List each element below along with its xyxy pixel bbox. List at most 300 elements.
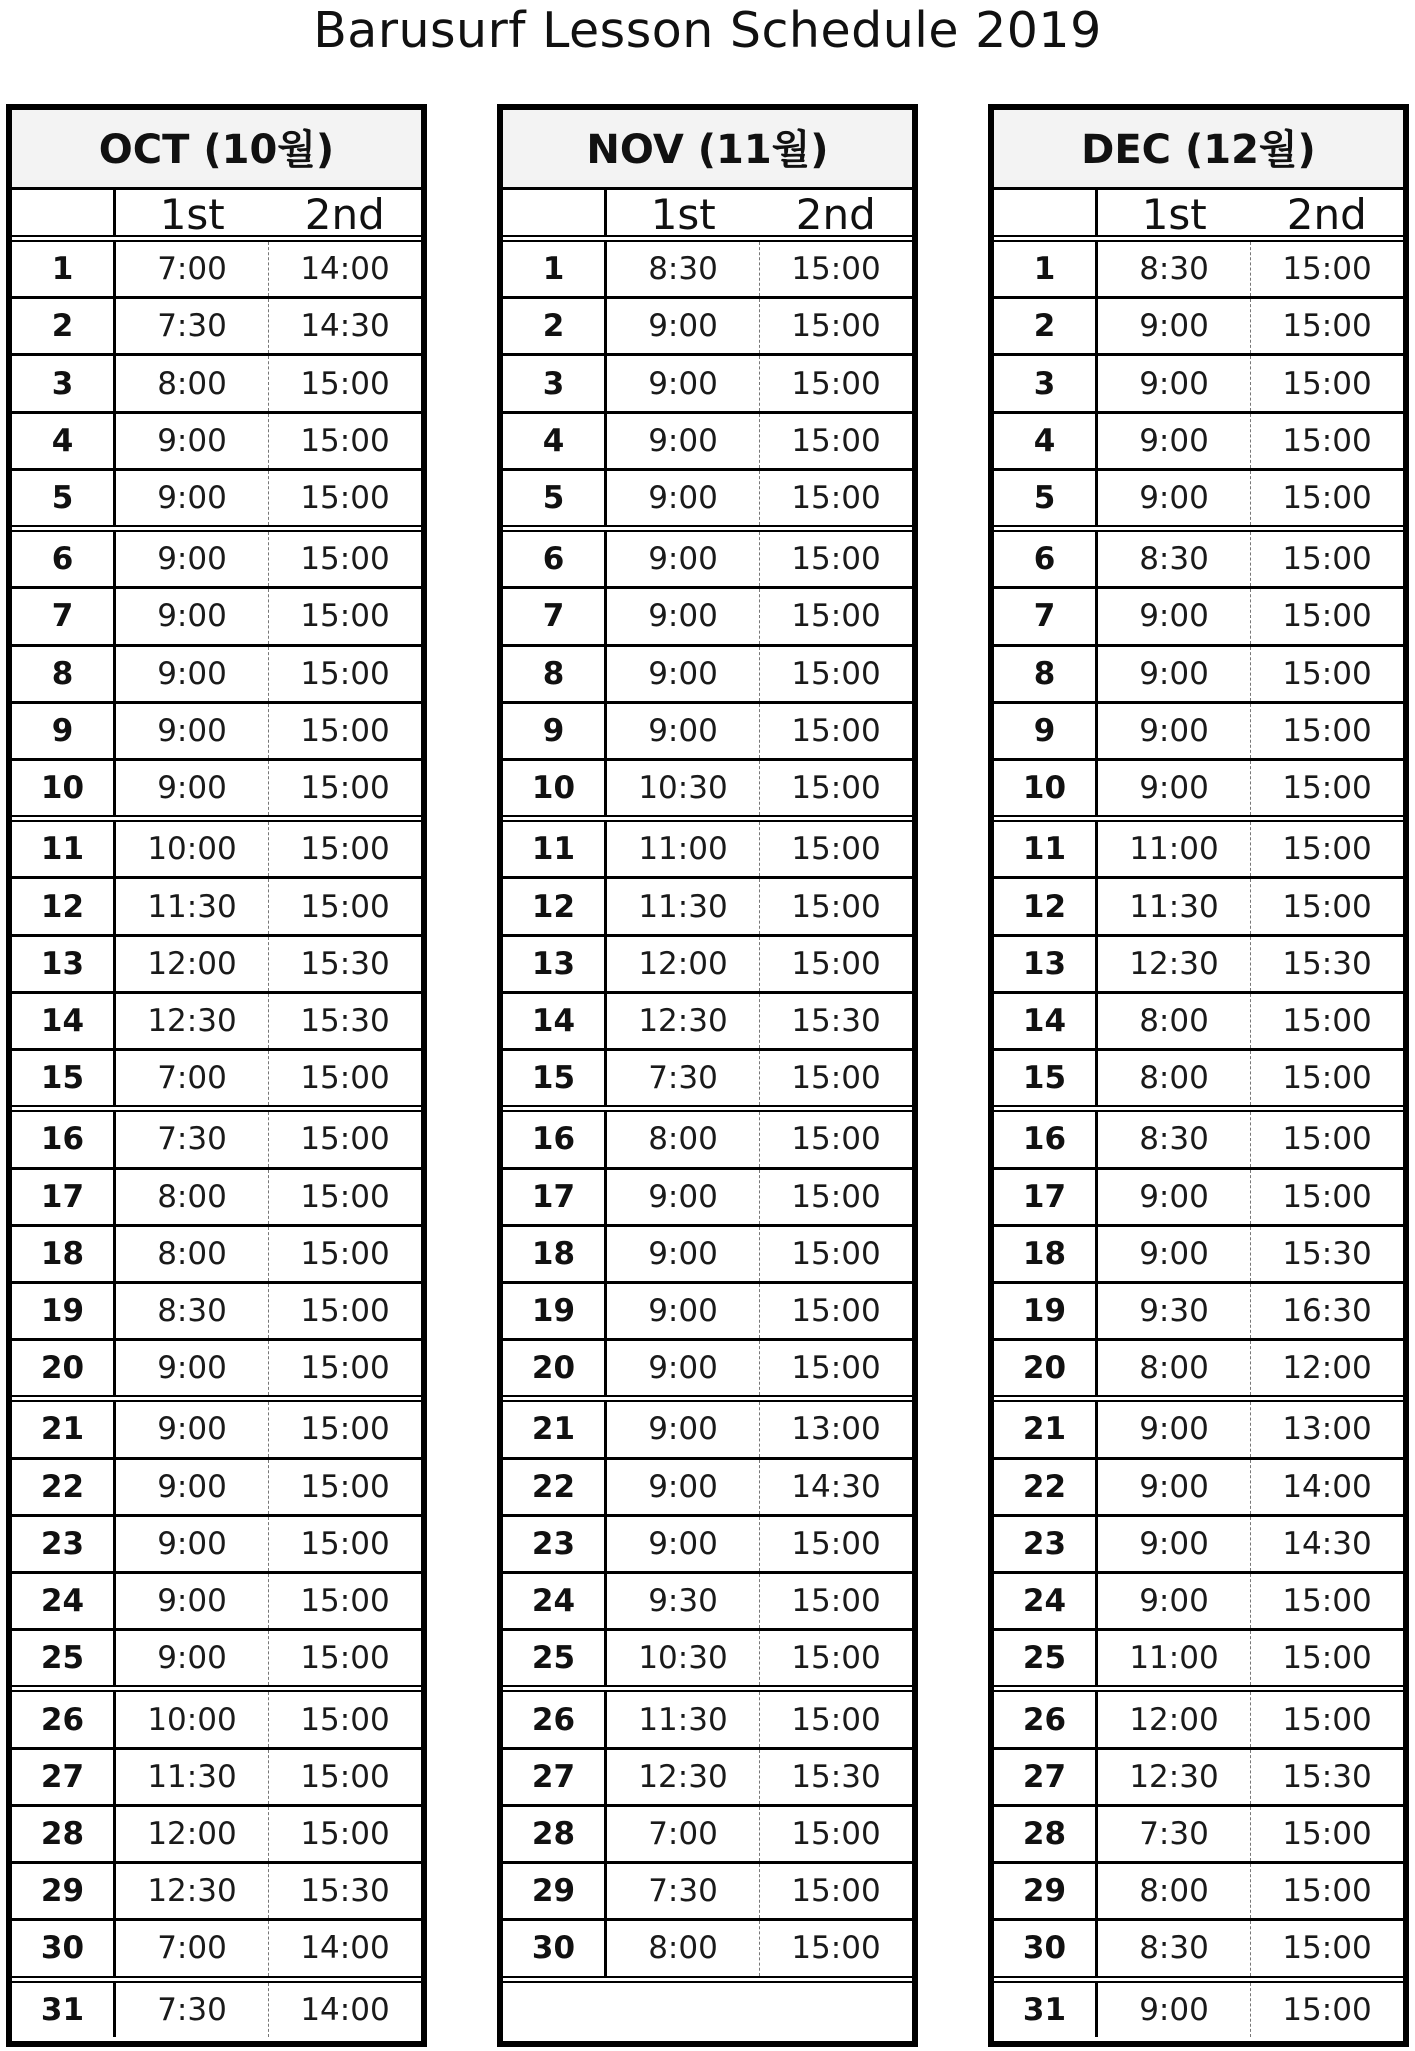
day-cell: 3 (12, 356, 116, 410)
day-cell: 20 (503, 1341, 607, 1395)
day-column-header (994, 190, 1098, 235)
schedule-row (503, 1341, 912, 1402)
day-cell: 11 (12, 822, 116, 876)
first-lesson-time: 9:30 (1098, 1284, 1251, 1338)
schedule-row (503, 1460, 912, 1517)
second-lesson-time: 15:00 (791, 1060, 881, 1097)
first-lesson-time: 9:00 (1098, 471, 1251, 525)
day-cell: 22 (994, 1460, 1098, 1514)
first-lesson-time: 9:00 (607, 647, 760, 701)
day-cell: 3 (994, 356, 1098, 410)
schedule-row (994, 1574, 1403, 1631)
column-header-row (12, 190, 421, 242)
first-lesson-time: 9:00 (1098, 356, 1251, 410)
day-cell: 12 (503, 879, 607, 933)
day-cell: 25 (12, 1631, 116, 1685)
day-cell: 18 (12, 1227, 116, 1281)
first-lesson-time: 7:30 (607, 1864, 760, 1918)
second-lesson-time: 15:00 (791, 1930, 881, 1967)
second-lesson-time: 15:00 (1282, 1701, 1372, 1738)
day-cell: 23 (503, 1517, 607, 1571)
first-lesson-header: 1st (159, 190, 225, 239)
first-lesson-time (607, 1983, 760, 2037)
schedule-row (12, 1921, 421, 1982)
second-lesson-time: 15:00 (791, 831, 881, 868)
first-lesson-time: 9:00 (607, 1402, 760, 1456)
first-lesson-time: 9:00 (607, 414, 760, 468)
day-cell: 3 (503, 356, 607, 410)
second-lesson-time: 15:00 (300, 655, 390, 692)
day-cell: 20 (994, 1341, 1098, 1395)
column-header-row (994, 190, 1403, 242)
first-lesson-time: 11:00 (607, 822, 760, 876)
day-cell: 4 (503, 414, 607, 468)
day-cell: 6 (503, 532, 607, 586)
first-lesson-time: 9:00 (116, 1631, 269, 1685)
schedule-row (12, 704, 421, 761)
schedule-row (503, 1051, 912, 1112)
column-header-row (503, 190, 912, 242)
first-lesson-time: 7:30 (116, 299, 269, 353)
day-cell: 19 (503, 1284, 607, 1338)
first-lesson-time: 9:00 (1098, 761, 1251, 815)
first-lesson-time: 9:00 (116, 1574, 269, 1628)
first-lesson-time: 11:30 (607, 879, 760, 933)
schedule-row (994, 761, 1403, 822)
schedule-row (994, 1112, 1403, 1169)
first-lesson-time: 11:30 (116, 879, 269, 933)
second-lesson-time: 15:00 (300, 712, 390, 749)
schedule-row (503, 1170, 912, 1227)
schedule-row (994, 471, 1403, 532)
schedule-row (994, 1402, 1403, 1459)
day-cell: 15 (994, 1051, 1098, 1105)
schedule-row (12, 1692, 421, 1749)
second-lesson-time: 15:00 (791, 888, 881, 925)
day-cell: 9 (503, 704, 607, 758)
schedule-row (12, 1574, 421, 1631)
schedule-row (12, 1051, 421, 1112)
day-cell: 8 (994, 647, 1098, 701)
second-lesson-time: 15:00 (791, 655, 881, 692)
day-column-header (503, 190, 607, 235)
second-lesson-time: 15:00 (300, 1468, 390, 1505)
first-lesson-time: 9:00 (1098, 299, 1251, 353)
schedule-row (994, 1807, 1403, 1864)
second-lesson-time: 15:00 (791, 945, 881, 982)
second-lesson-time: 15:30 (1282, 1758, 1372, 1795)
day-cell: 25 (503, 1631, 607, 1685)
schedule-row (503, 1574, 912, 1631)
day-cell: 9 (994, 704, 1098, 758)
schedule-row (12, 589, 421, 646)
first-lesson-time: 8:00 (116, 1227, 269, 1281)
first-lesson-time: 9:00 (1098, 704, 1251, 758)
first-lesson-time: 8:00 (607, 1112, 760, 1166)
schedule-row (994, 356, 1403, 413)
second-lesson-time: 15:00 (791, 1350, 881, 1387)
day-cell: 6 (994, 532, 1098, 586)
second-lesson-time: 14:00 (300, 1991, 390, 2028)
first-lesson-time: 8:30 (1098, 1112, 1251, 1166)
schedule-row (503, 1692, 912, 1749)
first-lesson-time: 12:00 (116, 937, 269, 991)
first-lesson-time: 11:00 (1098, 1631, 1251, 1685)
first-lesson-time: 7:30 (116, 1983, 269, 2037)
second-lesson-time: 15:00 (1282, 541, 1372, 578)
day-cell: 21 (994, 1402, 1098, 1456)
day-cell: 12 (994, 879, 1098, 933)
schedule-row (503, 299, 912, 356)
day-cell: 27 (503, 1750, 607, 1804)
first-lesson-time: 11:30 (607, 1692, 760, 1746)
schedule-row (12, 1807, 421, 1864)
schedule-row (12, 1112, 421, 1169)
day-cell: 4 (12, 414, 116, 468)
schedule-row (12, 1631, 421, 1692)
schedule-row (503, 1864, 912, 1921)
second-lesson-time: 15:00 (791, 1235, 881, 1272)
second-lesson-time: 15:00 (791, 1178, 881, 1215)
day-cell: 11 (994, 822, 1098, 876)
first-lesson-time: 8:30 (607, 242, 760, 296)
first-lesson-time: 12:00 (607, 937, 760, 991)
schedule-row (12, 532, 421, 589)
second-lesson-header: 2nd (1286, 190, 1367, 239)
first-lesson-time: 8:00 (1098, 1051, 1251, 1105)
schedule-row (503, 1631, 912, 1692)
second-lesson-time: 14:00 (300, 251, 390, 288)
schedule-row (994, 589, 1403, 646)
day-cell: 10 (994, 761, 1098, 815)
schedule-row (994, 1341, 1403, 1402)
second-lesson-time (760, 1983, 913, 2037)
day-cell: 15 (12, 1051, 116, 1105)
day-cell: 17 (12, 1170, 116, 1224)
schedule-row (994, 937, 1403, 994)
day-cell: 2 (503, 299, 607, 353)
second-lesson-time: 15:00 (791, 1583, 881, 1620)
day-cell: 7 (994, 589, 1098, 643)
schedule-row (994, 647, 1403, 704)
first-lesson-time: 9:00 (116, 761, 269, 815)
first-lesson-time: 8:30 (1098, 532, 1251, 586)
schedule-row (12, 1517, 421, 1574)
day-cell: 28 (994, 1807, 1098, 1861)
day-cell: 26 (994, 1692, 1098, 1746)
second-lesson-time: 15:00 (791, 422, 881, 459)
second-lesson-time: 15:00 (791, 251, 881, 288)
second-lesson-time: 15:00 (1282, 365, 1372, 402)
schedule-row (12, 1284, 421, 1341)
month-table-oct (6, 104, 427, 2047)
day-cell: 24 (503, 1574, 607, 1628)
second-lesson-time: 15:00 (791, 308, 881, 345)
schedule-row (12, 1341, 421, 1402)
day-cell: 18 (503, 1227, 607, 1281)
schedule-row (994, 1460, 1403, 1517)
schedule-row (12, 1750, 421, 1807)
first-lesson-time: 8:00 (607, 1921, 760, 1975)
schedule-row (12, 1460, 421, 1517)
schedule-row (12, 994, 421, 1051)
day-cell: 2 (994, 299, 1098, 353)
first-lesson-time: 11:30 (116, 1750, 269, 1804)
first-lesson-time: 9:00 (116, 1341, 269, 1395)
schedule-row (503, 704, 912, 761)
schedule-row (503, 1284, 912, 1341)
first-lesson-time: 8:00 (1098, 1864, 1251, 1918)
schedule-row (503, 1807, 912, 1864)
schedule-row (503, 1402, 912, 1459)
second-lesson-time: 14:30 (791, 1468, 881, 1505)
month-header: DEC (12월) (994, 110, 1403, 190)
day-column-header (12, 190, 116, 235)
first-lesson-time: 9:30 (607, 1574, 760, 1628)
schedule-row (503, 356, 912, 413)
first-lesson-time: 9:00 (116, 532, 269, 586)
first-lesson-time: 12:30 (116, 994, 269, 1048)
second-lesson-time: 15:00 (300, 1701, 390, 1738)
day-cell: 6 (12, 532, 116, 586)
second-lesson-time: 14:00 (300, 1930, 390, 1967)
day-cell: 29 (994, 1864, 1098, 1918)
first-lesson-time: 9:00 (607, 1170, 760, 1224)
day-cell: 12 (12, 879, 116, 933)
schedule-row (12, 356, 421, 413)
month-header: NOV (11월) (503, 110, 912, 190)
second-lesson-time: 15:30 (1282, 1235, 1372, 1272)
page-title: Barusurf Lesson Schedule 2019 (313, 2, 1102, 59)
schedule-row (503, 647, 912, 704)
second-lesson-header: 2nd (795, 190, 876, 239)
second-lesson-time: 15:00 (791, 1525, 881, 1562)
first-lesson-time: 9:00 (607, 356, 760, 410)
schedule-row (994, 1631, 1403, 1692)
first-lesson-time: 9:00 (116, 1402, 269, 1456)
second-lesson-time: 15:00 (1282, 1178, 1372, 1215)
day-cell: 23 (12, 1517, 116, 1571)
schedule-row (12, 242, 421, 299)
day-cell: 18 (994, 1227, 1098, 1281)
schedule-row (503, 879, 912, 936)
schedule-row (994, 994, 1403, 1051)
schedule-row (994, 1284, 1403, 1341)
schedule-row (503, 1921, 912, 1982)
day-cell: 15 (503, 1051, 607, 1105)
day-cell: 21 (12, 1402, 116, 1456)
day-cell: 25 (994, 1631, 1098, 1685)
day-cell: 30 (12, 1921, 116, 1975)
first-lesson-time: 12:30 (607, 994, 760, 1048)
day-cell: 8 (503, 647, 607, 701)
first-lesson-time: 8:30 (1098, 1921, 1251, 1975)
second-lesson-time: 15:00 (1282, 422, 1372, 459)
day-cell: 14 (503, 994, 607, 1048)
day-cell: 10 (503, 761, 607, 815)
second-lesson-time: 15:00 (791, 770, 881, 807)
second-lesson-time: 15:00 (1282, 1991, 1372, 2028)
day-cell: 19 (12, 1284, 116, 1338)
day-cell: 27 (12, 1750, 116, 1804)
first-lesson-time: 9:00 (607, 1460, 760, 1514)
schedule-row (12, 761, 421, 822)
second-lesson-time: 15:00 (791, 1121, 881, 1158)
schedule-row (503, 1227, 912, 1284)
schedule-row (12, 471, 421, 532)
first-lesson-time: 10:30 (607, 1631, 760, 1685)
second-lesson-time: 16:30 (1282, 1293, 1372, 1330)
first-lesson-time: 10:00 (116, 1692, 269, 1746)
second-lesson-time: 15:00 (791, 1816, 881, 1853)
first-lesson-time: 9:00 (1098, 1170, 1251, 1224)
schedule-row (994, 1921, 1403, 1982)
first-lesson-time: 11:00 (1098, 822, 1251, 876)
second-lesson-time: 15:00 (1282, 479, 1372, 516)
schedule-row (994, 1864, 1403, 1921)
schedule-row (994, 822, 1403, 879)
day-cell: 7 (12, 589, 116, 643)
schedule-row (994, 1983, 1403, 2037)
first-lesson-time: 9:00 (607, 471, 760, 525)
second-lesson-time: 15:00 (1282, 1816, 1372, 1853)
schedule-row (12, 299, 421, 356)
schedule-row (503, 589, 912, 646)
first-lesson-time: 8:30 (116, 1284, 269, 1338)
day-cell: 13 (503, 937, 607, 991)
first-lesson-time: 9:00 (116, 704, 269, 758)
second-lesson-time: 15:00 (1282, 598, 1372, 635)
schedule-rows (994, 242, 1403, 2037)
second-lesson-time: 15:00 (300, 479, 390, 516)
second-lesson-time: 13:00 (1282, 1411, 1372, 1448)
first-lesson-time: 9:00 (607, 1341, 760, 1395)
second-lesson-time: 15:00 (300, 831, 390, 868)
day-cell: 1 (503, 242, 607, 296)
second-lesson-time: 15:00 (300, 1411, 390, 1448)
schedule-row (503, 532, 912, 589)
schedule-row (503, 994, 912, 1051)
day-cell: 8 (12, 647, 116, 701)
second-lesson-time: 14:00 (1282, 1468, 1372, 1505)
first-lesson-time: 9:00 (607, 589, 760, 643)
first-lesson-time: 10:30 (607, 761, 760, 815)
schedule-row (994, 414, 1403, 471)
second-lesson-time: 15:00 (300, 541, 390, 578)
first-lesson-time: 9:00 (1098, 414, 1251, 468)
day-cell: 30 (994, 1921, 1098, 1975)
day-cell: 1 (12, 242, 116, 296)
day-cell: 4 (994, 414, 1098, 468)
day-cell (503, 1983, 607, 2037)
day-cell: 23 (994, 1517, 1098, 1571)
day-cell: 31 (12, 1983, 116, 2037)
second-lesson-time: 15:00 (300, 365, 390, 402)
second-lesson-time: 15:00 (300, 1816, 390, 1853)
day-cell: 7 (503, 589, 607, 643)
first-lesson-time: 10:00 (116, 822, 269, 876)
day-cell: 29 (12, 1864, 116, 1918)
first-lesson-time: 12:30 (1098, 937, 1251, 991)
second-lesson-time: 15:00 (791, 479, 881, 516)
day-cell: 28 (503, 1807, 607, 1861)
day-cell: 19 (994, 1284, 1098, 1338)
schedule-row (503, 1112, 912, 1169)
second-lesson-time: 15:00 (791, 365, 881, 402)
second-lesson-time: 15:30 (300, 945, 390, 982)
second-lesson-header: 2nd (304, 190, 385, 239)
second-lesson-time: 15:00 (1282, 1583, 1372, 1620)
schedule-row (12, 937, 421, 994)
second-lesson-time: 15:00 (1282, 1121, 1372, 1158)
first-lesson-time: 7:00 (116, 1051, 269, 1105)
day-cell: 9 (12, 704, 116, 758)
schedule-row (994, 1750, 1403, 1807)
second-lesson-time: 15:00 (300, 1121, 390, 1158)
schedule-row (994, 1170, 1403, 1227)
schedule-row (503, 414, 912, 471)
month-table-nov (497, 104, 918, 2047)
second-lesson-time: 15:30 (300, 1873, 390, 1910)
day-cell: 5 (503, 471, 607, 525)
day-cell: 17 (503, 1170, 607, 1224)
second-lesson-time: 15:00 (791, 712, 881, 749)
schedule-row (12, 1983, 421, 2037)
second-lesson-time: 15:00 (300, 888, 390, 925)
first-lesson-time: 9:00 (1098, 1227, 1251, 1281)
day-cell: 30 (503, 1921, 607, 1975)
second-lesson-time: 15:00 (1282, 831, 1372, 868)
second-lesson-time: 15:30 (1282, 945, 1372, 982)
second-lesson-time: 15:00 (791, 1873, 881, 1910)
first-lesson-time: 9:00 (116, 471, 269, 525)
day-cell: 13 (994, 937, 1098, 991)
schedule-row (503, 761, 912, 822)
second-lesson-time: 15:00 (300, 1293, 390, 1330)
second-lesson-time: 15:00 (1282, 1060, 1372, 1097)
first-lesson-time: 9:00 (1098, 589, 1251, 643)
second-lesson-time: 15:00 (791, 1640, 881, 1677)
day-cell: 20 (12, 1341, 116, 1395)
second-lesson-time: 15:00 (1282, 1873, 1372, 1910)
second-lesson-time: 14:30 (1282, 1525, 1372, 1562)
second-lesson-time: 15:00 (300, 1583, 390, 1620)
schedule-row (994, 1051, 1403, 1112)
first-lesson-time: 9:00 (116, 647, 269, 701)
schedule-rows (503, 242, 912, 2037)
second-lesson-time: 13:00 (791, 1411, 881, 1448)
first-lesson-time: 12:00 (1098, 1692, 1251, 1746)
second-lesson-time: 15:00 (300, 1235, 390, 1272)
day-cell: 16 (994, 1112, 1098, 1166)
schedule-row (12, 647, 421, 704)
second-lesson-time: 12:00 (1282, 1350, 1372, 1387)
schedule-row (12, 1402, 421, 1459)
first-lesson-time: 12:30 (607, 1750, 760, 1804)
first-lesson-time: 8:00 (1098, 1341, 1251, 1395)
schedule-row (994, 704, 1403, 761)
second-lesson-time: 15:00 (300, 422, 390, 459)
second-lesson-time: 15:00 (791, 598, 881, 635)
day-cell: 26 (12, 1692, 116, 1746)
first-lesson-time: 9:00 (1098, 1517, 1251, 1571)
second-lesson-time: 15:00 (1282, 1930, 1372, 1967)
first-lesson-time: 7:30 (116, 1112, 269, 1166)
second-lesson-time: 15:00 (300, 1350, 390, 1387)
second-lesson-time: 15:00 (1282, 251, 1372, 288)
schedule-row (503, 1750, 912, 1807)
first-lesson-time: 8:00 (116, 356, 269, 410)
